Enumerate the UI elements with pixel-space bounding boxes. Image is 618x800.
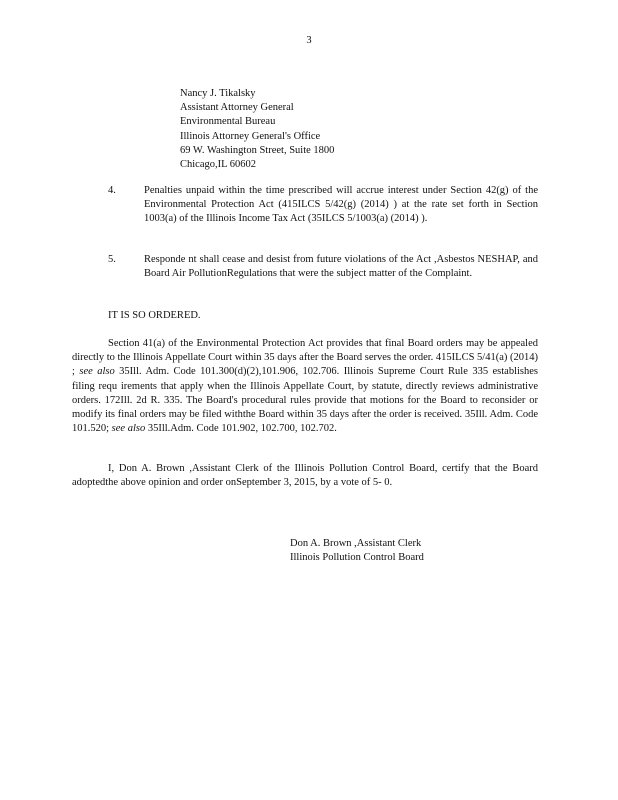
see-also-signal: see also [111, 423, 146, 435]
appeal-paragraph [72, 337, 538, 436]
service-address-block [180, 87, 334, 172]
address-line: 69 W. Washington Street, Suite 1800 [180, 144, 335, 156]
address-line: Environmental Bureau [180, 116, 276, 128]
signature-name: Don A. Brown ,Assistant Clerk [290, 538, 422, 549]
appeal-text: 35Ill.Adm. Code 101.902, 102.700, 102.702. [145, 423, 337, 435]
order-item-5 [108, 253, 538, 281]
see-also-signal: see also [79, 366, 115, 378]
address-line: Chicago,IL 60602 [180, 159, 257, 171]
address-line: Nancy J. Tikalsky [180, 88, 256, 99]
appeal-text: 35Ill. Adm. Code 101.300(d)(2),101.906, 102.706. Illinois Supreme Court Rule 335 establishes filing requ irements that apply when the Illinois Appellate Court, by statute, directly reviews administrative orders. 172Ill. 2d R. 335. The Board's procedural rules provide that motions for the Board to reconsider or modify its final orders may be filed withthe Board within 35 days after the order is received. 35Ill. Adm. Code 101.520; [72, 366, 538, 435]
it-is-so-ordered: IT IS SO ORDERED. [108, 310, 201, 321]
certification-paragraph: I, Don A. Brown ,Assistant Clerk of the Illinois Pollution Control Board, certify that the Board adoptedthe above opinion and order onSeptember 3, 2015, by a vote of 5- 0. [72, 463, 538, 489]
item-number: 5. [108, 254, 116, 265]
address-line: Assistant Attorney General [180, 102, 294, 114]
page-number: 3 [306, 35, 312, 46]
appeal-text: Section 41(a) of the Environmental Protection Act provides that final Board orders may be appealed directly to the Illinois Appellate Court within 35 days after the Board serves the order. 415ILCS 5/41(a) (2014) ; [72, 338, 538, 378]
address-line: Illinois Attorney General's Office [180, 130, 321, 142]
item-number: 4. [108, 185, 116, 196]
item-text: Responde nt shall cease and desist from future violations of the Act ,Asbestos NESHAP, and Board Air PollutionRegulations that were the subject matter of the Complaint. [144, 254, 538, 280]
signature-block [290, 537, 424, 565]
item-text: Penalties unpaid within the time prescribed will accrue interest under Section 42(g) of the Environmental Protection Act (415ILCS 5/42(g) (2014) ) at the rate set forth in Section 1003(a) of the Illinois Income Tax Act (35ILCS 5/1003(a) (2014) ). [144, 185, 538, 225]
signature-organization: Illinois Pollution Control Board [290, 552, 424, 564]
order-item-4 [108, 184, 538, 227]
